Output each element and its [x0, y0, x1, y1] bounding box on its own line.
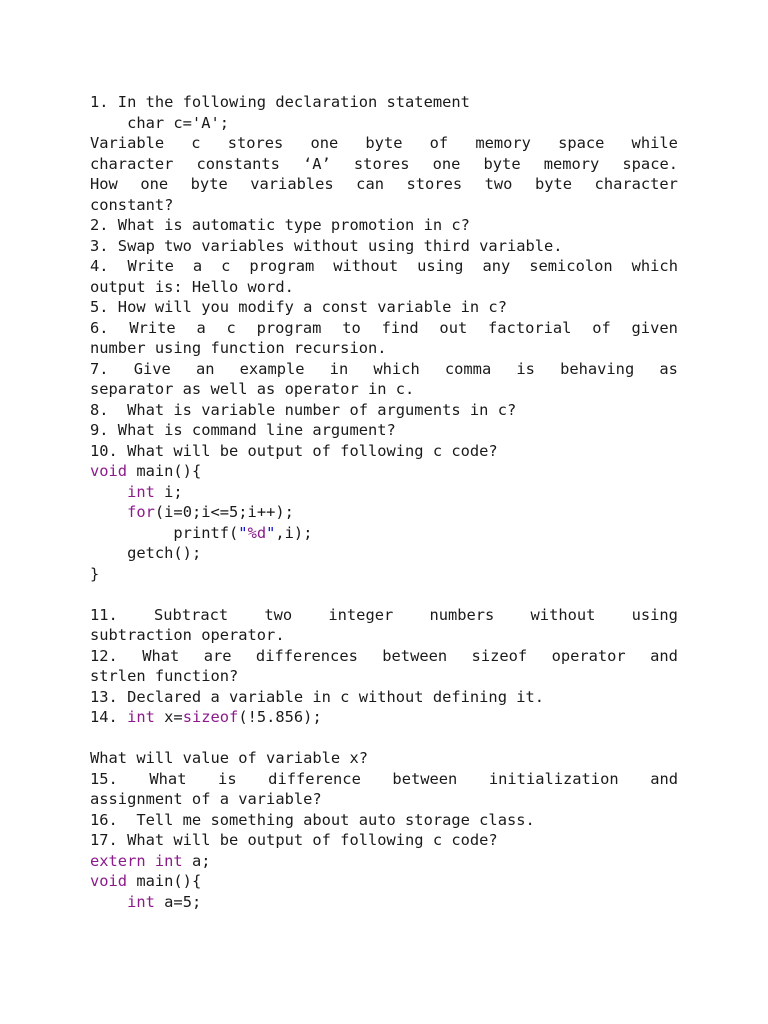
word: and: [650, 769, 678, 788]
code-text: i;: [154, 482, 183, 501]
string-quote: ": [238, 523, 248, 542]
word: c: [221, 257, 231, 275]
word: 15.: [90, 769, 118, 788]
word: is: [218, 769, 237, 788]
word: differences: [255, 646, 358, 665]
word: two: [264, 605, 293, 624]
word: a: [192, 257, 203, 275]
code-text: a=5;: [154, 892, 202, 911]
question-7-line-1: [90, 359, 678, 380]
word: semicolon: [529, 257, 613, 275]
code-1-decl: [90, 482, 678, 503]
word: space: [558, 134, 605, 152]
word: one: [432, 154, 461, 173]
word: of: [429, 134, 449, 152]
word: without: [333, 257, 399, 275]
word: out: [439, 318, 468, 337]
word: as: [659, 359, 678, 378]
keyword-void: void: [90, 462, 128, 480]
word: of: [592, 318, 611, 337]
question-3: 3. Swap two variables without using third variable.: [90, 236, 563, 255]
word: What: [149, 769, 187, 788]
word: one: [310, 134, 339, 152]
word: Variable: [90, 134, 165, 152]
word: two: [484, 175, 513, 193]
word: operator: [551, 646, 626, 665]
word: What: [142, 646, 180, 665]
question-12-line-1: [90, 646, 678, 667]
word: behaving: [560, 359, 635, 378]
word: 4.: [90, 257, 109, 275]
code-text: main(){: [127, 872, 202, 890]
word: initialization: [488, 769, 619, 788]
word: variables: [250, 175, 334, 193]
keyword-int: int: [127, 708, 155, 726]
question-1-line-6: constant?: [90, 195, 174, 214]
question-9: 9. What is command line argument?: [90, 421, 396, 439]
word: a: [196, 318, 206, 337]
format-specifier: %d: [247, 523, 267, 542]
question-number: 14.: [90, 708, 128, 726]
word: memory: [543, 154, 600, 173]
word: without: [530, 605, 596, 624]
question-1-code: char c='A';: [90, 113, 229, 132]
word: which: [373, 359, 420, 378]
word: can: [356, 175, 384, 193]
word: find: [381, 318, 419, 337]
word: ‘A’: [303, 154, 331, 173]
word: program: [249, 257, 315, 275]
keyword-void: void: [90, 872, 128, 890]
word: which: [631, 257, 678, 275]
word: c: [226, 318, 236, 337]
word: using: [417, 257, 464, 275]
code-text: main(){: [127, 462, 202, 480]
word: numbers: [429, 605, 495, 624]
question-17: 17. What will be output of following c code?: [90, 831, 498, 849]
question-1-line-5: [90, 174, 678, 195]
code-1-close: }: [90, 564, 100, 583]
word: an: [195, 359, 215, 378]
word: factorial: [488, 318, 572, 337]
code-1-main: [90, 461, 678, 482]
word: Subtract: [154, 605, 229, 624]
word: constants: [196, 154, 280, 173]
question-4-line-2: output is: Hello word.: [90, 277, 294, 296]
word: to: [342, 318, 361, 337]
code-1-getch: [90, 543, 678, 564]
keyword-int: int: [154, 851, 183, 870]
code-1-for: [90, 502, 678, 523]
word: memory: [475, 134, 531, 152]
word: character: [594, 175, 678, 193]
word: Write: [129, 318, 176, 337]
keyword-int: int: [127, 892, 155, 911]
word: stores: [353, 154, 410, 173]
word: in: [329, 359, 349, 378]
word: stores: [406, 175, 463, 193]
question-11-line-1: [90, 605, 678, 626]
word: between: [382, 646, 448, 665]
blank-line: [90, 728, 678, 749]
word: integer: [328, 605, 394, 624]
word: comma: [444, 359, 492, 378]
question-4-line-1: [90, 256, 678, 277]
question-13: 13. Declared a variable in c without defining it.: [90, 687, 545, 706]
word: program: [256, 318, 322, 337]
word: using: [631, 605, 678, 624]
code-text: printf(: [173, 523, 239, 542]
word: byte: [365, 134, 403, 152]
document-page: [90, 92, 678, 912]
word: Write: [127, 257, 174, 275]
question-16: 16. Tell me something about auto storage class.: [90, 810, 535, 829]
keyword-sizeof: sizeof: [182, 708, 239, 726]
word: and: [650, 646, 678, 665]
word: sizeof: [471, 646, 528, 665]
word: 7.: [90, 359, 109, 378]
word: example: [239, 359, 305, 378]
code-text: x=: [154, 708, 183, 726]
question-2: 2. What is automatic type promotion in c?: [90, 216, 470, 234]
question-6-line-2: number using function recursion.: [90, 339, 387, 357]
code-1-printf: [90, 523, 678, 544]
code-text: (i=0;i<=5;i++);: [154, 503, 294, 521]
question-6-line-1: [90, 318, 678, 339]
word: byte: [483, 154, 521, 173]
code-2-decl: [90, 892, 678, 913]
question-1-line-1: 1. In the following declaration statement: [90, 93, 470, 111]
question-1-line-4: [90, 154, 678, 175]
code-text: getch();: [127, 544, 202, 562]
code-2-main: [90, 871, 678, 892]
code-text: (!5.856);: [238, 708, 322, 726]
word: are: [203, 646, 232, 665]
question-11-line-2: subtraction operator.: [90, 626, 285, 644]
code-text: a;: [182, 851, 211, 870]
keyword-extern: extern: [90, 851, 146, 870]
word: stores: [227, 134, 284, 152]
word: 12.: [90, 646, 118, 665]
question-8: 8. What is variable number of arguments in c?: [90, 400, 517, 419]
word: given: [631, 318, 678, 337]
question-5: 5. How will you modify a const variable in c?: [90, 298, 507, 316]
word: byte: [534, 175, 573, 193]
word: is: [516, 359, 535, 378]
word: How: [90, 175, 118, 193]
word: 6.: [90, 318, 109, 337]
question-12-line-2: strlen function?: [90, 667, 239, 685]
word: space.: [622, 154, 678, 173]
question-1-line-3: [90, 133, 678, 154]
word: 11.: [90, 605, 118, 624]
question-14-code: [90, 707, 678, 728]
question-7-line-2: separator as well as operator in c.: [90, 380, 415, 398]
question-14-line-2: What will value of variable x?: [90, 749, 368, 767]
code-2-extern: [90, 851, 678, 872]
word: Give: [133, 359, 171, 378]
word: any: [482, 257, 511, 275]
keyword-int: int: [127, 482, 155, 501]
question-15-line-2: assignment of a variable?: [90, 790, 322, 808]
string-quote: ": [266, 523, 276, 542]
keyword-for: for: [127, 503, 155, 521]
word: while: [631, 134, 678, 152]
word: c: [191, 134, 201, 152]
word: one: [140, 175, 169, 193]
question-15-line-1: [90, 769, 678, 790]
word: character: [90, 154, 174, 173]
blank-line: [90, 584, 678, 605]
code-text: ,i);: [275, 523, 313, 542]
word: byte: [190, 175, 228, 193]
question-10: 10. What will be output of following c code?: [90, 441, 498, 460]
word: difference: [268, 769, 361, 788]
word: between: [392, 769, 458, 788]
